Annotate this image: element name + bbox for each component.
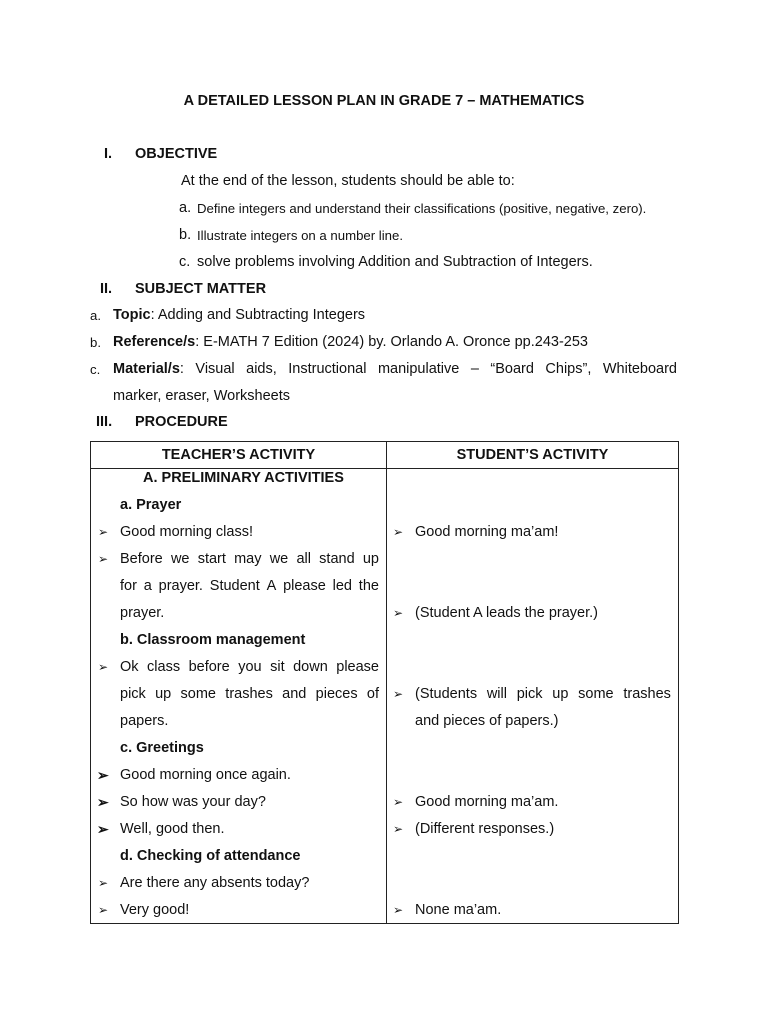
topic-value: : Adding and Subtracting Integers — [150, 307, 366, 323]
word: before — [188, 659, 230, 675]
word: stand — [319, 551, 355, 567]
bullet-arrow-icon: ➢ — [97, 767, 109, 783]
word: Ok — [120, 659, 139, 675]
word: up — [155, 686, 172, 702]
materials-word: – — [470, 361, 479, 377]
student-line: Good morning ma’am! — [415, 524, 559, 540]
materials-line-2: marker, eraser, Worksheets — [113, 388, 291, 404]
teacher-line: prayer. — [120, 605, 165, 621]
word: please — [336, 659, 379, 675]
materials-word: manipulative — [377, 361, 460, 377]
word: Student — [209, 578, 260, 594]
bullet-arrow-icon: ➢ — [393, 795, 404, 809]
objective-item-label-c: c. — [179, 254, 191, 270]
bullet-arrow-icon: ➢ — [393, 822, 404, 836]
word: for — [120, 578, 137, 594]
bullet-arrow-icon: ➢ — [97, 794, 109, 810]
word: down — [293, 659, 328, 675]
bullet-arrow-icon: ➢ — [98, 660, 109, 674]
subject-matter-heading: SUBJECT MATTER — [135, 281, 267, 297]
section-preliminary-activities: A. PRELIMINARY ACTIVITIES — [143, 470, 344, 486]
word: up — [552, 686, 569, 702]
procedure-number: III. — [96, 414, 113, 430]
teacher-line-justified — [120, 658, 379, 676]
word: a — [143, 578, 152, 594]
materials-line-1 — [113, 361, 677, 377]
bullet-arrow-icon: ➢ — [393, 687, 404, 701]
student-activity-cell — [387, 469, 679, 924]
word: prayer. — [158, 578, 203, 594]
objective-item-label-a: a. — [179, 200, 192, 216]
topic-key: Topic — [113, 307, 151, 323]
reference-line — [113, 334, 588, 350]
topic-label: a. — [90, 308, 101, 323]
word: of — [366, 686, 379, 702]
student-line: (Different responses.) — [415, 821, 555, 837]
student-activity-header: STUDENT’S ACTIVITY — [387, 442, 679, 469]
objective-item-c: solve problems involving Addition and Subtraction of Integers. — [197, 254, 593, 270]
subheading-checking-attendance: d. Checking of attendance — [120, 848, 301, 864]
student-line: and pieces of papers.) — [415, 713, 559, 729]
student-line-justified — [415, 685, 671, 703]
student-line: Good morning ma’am. — [415, 794, 559, 810]
word: led — [332, 578, 352, 594]
word: pieces — [315, 686, 358, 702]
objective-item-b: Illustrate integers on a number line. — [197, 228, 403, 243]
word: will — [486, 686, 507, 702]
bullet-arrow-icon: ➢ — [393, 606, 404, 620]
subheading-greetings: c. Greetings — [120, 740, 204, 756]
materials-word: “Board — [490, 361, 534, 377]
word: pick — [120, 686, 146, 702]
objective-item-a: Define integers and understand their classifications (positive, negative, zero). — [197, 201, 647, 216]
bullet-arrow-icon: ➢ — [98, 552, 109, 566]
word: pick — [516, 686, 543, 702]
reference-label: b. — [90, 335, 101, 350]
objective-number: I. — [104, 146, 113, 162]
reference-value: : E-MATH 7 Edition (2024) by. Orlando A. Oronce pp.243-253 — [195, 334, 588, 350]
materials-key-group — [113, 361, 184, 377]
teacher-line-justified — [120, 685, 379, 703]
word: some — [578, 686, 614, 702]
teacher-line: Well, good then. — [120, 821, 225, 837]
teacher-line: Good morning class! — [120, 524, 253, 540]
word: we — [269, 551, 289, 567]
word: please — [283, 578, 326, 594]
word: some — [180, 686, 216, 702]
teacher-line-justified — [120, 577, 379, 595]
procedure-table — [90, 441, 679, 924]
word: A — [266, 578, 277, 594]
teacher-activity-cell — [91, 469, 387, 924]
bullet-arrow-icon: ➢ — [393, 903, 404, 917]
reference-key: Reference/s — [113, 334, 196, 350]
teacher-line: Good morning once again. — [120, 767, 291, 783]
bullet-arrow-icon: ➢ — [98, 525, 109, 539]
materials-word: Visual — [195, 361, 235, 377]
teacher-line-justified — [120, 550, 379, 568]
word: we — [170, 551, 190, 567]
word: and — [282, 686, 307, 702]
materials-word: Chips”, — [545, 361, 592, 377]
procedure-heading: PROCEDURE — [135, 414, 228, 430]
subheading-classroom-management: b. Classroom management — [120, 632, 306, 648]
materials-word: Instructional — [288, 361, 367, 377]
subject-matter-number: II. — [100, 281, 113, 297]
objective-intro: At the end of the lesson, students should be able to: — [181, 173, 515, 189]
teacher-line: papers. — [120, 713, 169, 729]
materials-word: Whiteboard — [602, 361, 677, 377]
word: trashes — [225, 686, 273, 702]
word: the — [358, 578, 379, 594]
bullet-arrow-icon: ➢ — [98, 876, 109, 890]
teacher-line: Are there any absents today? — [120, 875, 310, 891]
word: sit — [270, 659, 285, 675]
table-header-row — [91, 442, 679, 469]
materials-word: aids, — [246, 361, 277, 377]
word: may — [234, 551, 262, 567]
bullet-arrow-icon: ➢ — [97, 821, 109, 837]
word: all — [296, 551, 311, 567]
teacher-line: Very good! — [120, 902, 190, 918]
topic-line — [113, 307, 365, 323]
student-line: None ma’am. — [415, 902, 502, 918]
bullet-arrow-icon: ➢ — [98, 903, 109, 917]
word: you — [238, 659, 262, 675]
bullet-arrow-icon: ➢ — [393, 525, 404, 539]
materials-key: Material/s — [113, 361, 180, 377]
teacher-line: So how was your day? — [120, 794, 266, 810]
objective-item-label-b: b. — [179, 227, 192, 243]
word: class — [147, 659, 181, 675]
materials-word: : — [179, 361, 184, 377]
document-title: A DETAILED LESSON PLAN IN GRADE 7 – MATHEMATICS — [183, 93, 585, 109]
subheading-prayer: a. Prayer — [120, 497, 182, 513]
word: start — [197, 551, 226, 567]
word: (Students — [415, 686, 478, 702]
word: trashes — [623, 686, 671, 702]
teacher-activity-header: TEACHER’S ACTIVITY — [91, 442, 387, 469]
word: up — [362, 551, 379, 567]
word: Before — [120, 551, 163, 567]
table-row — [91, 469, 679, 924]
objective-heading: OBJECTIVE — [135, 146, 218, 162]
student-line: (Student A leads the prayer.) — [415, 605, 598, 621]
materials-label: c. — [90, 362, 101, 377]
